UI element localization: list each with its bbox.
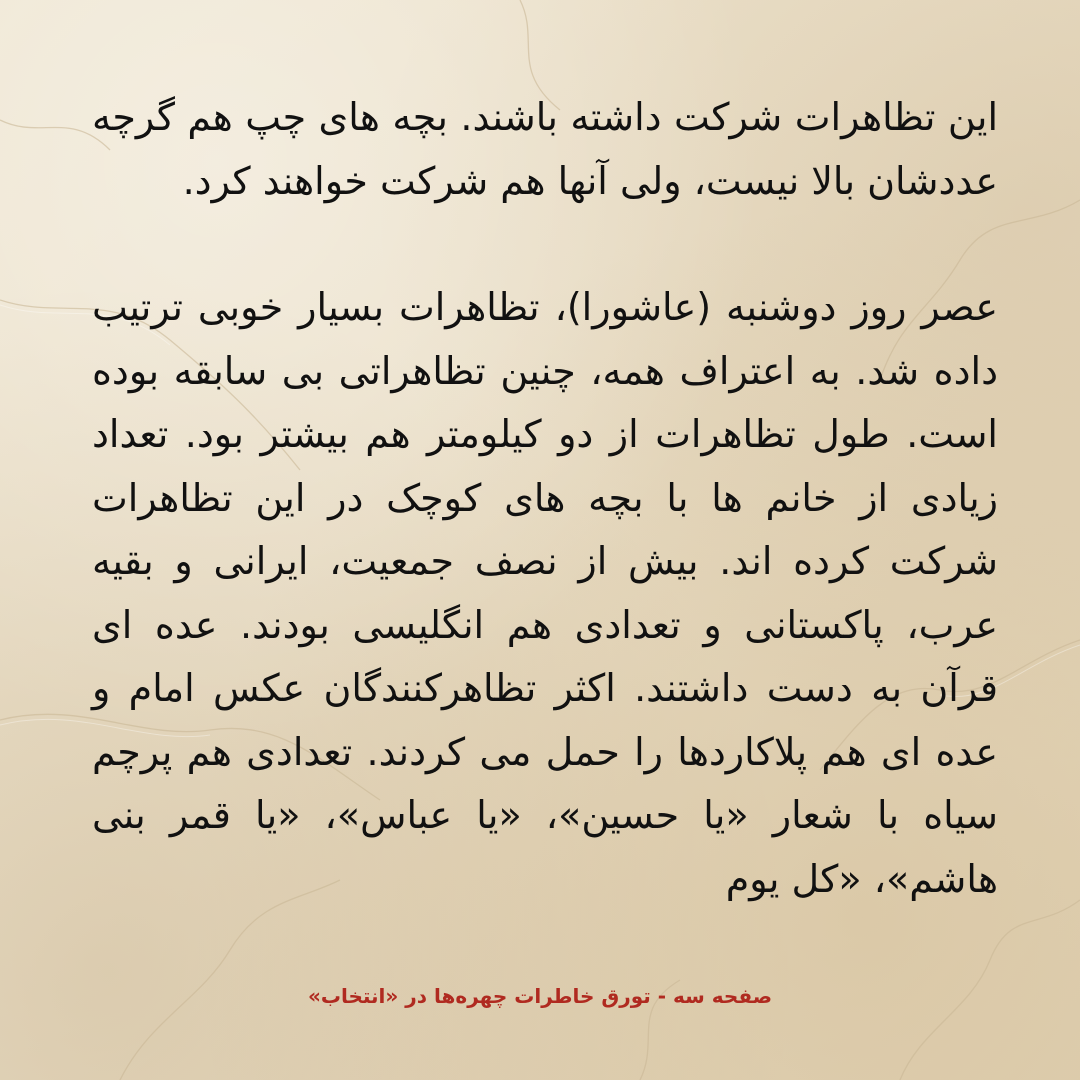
paragraph-spacer (92, 213, 998, 276)
source-caption: صفحه سه - تورق خاطرات چهره‌ها در «انتخاب» (307, 984, 773, 1008)
document-body (92, 86, 998, 911)
paragraph-1: این تظاهرات شرکت داشته باشند. بچه های چپ هم گرچه عددشان بالا نیست، ولی آنها هم شرکت خواهند کرد. (92, 95, 998, 203)
paragraph-2: عصر روز دوشنبه (عاشورا)، تظاهرات بسیار خوبی ترتیب داده شد. به اعتراف همه، چنین تظاهراتی بی سابقه بوده است. طول تظاهرات از دو کیلومتر هم بیشتر بود. تعداد زیادی از خانم ها با بچه های کوچک در این تظاهرات شرکت کرده اند. بیش از نصف جمعیت، ایرانی و بقیه عرب، پاکستانی و تعدادی هم انگلیسی بودند. عده ای قرآن به دست داشتند. اکثر تظاهرکنندگان عکس امام و عده ای هم پلاکاردها را حمل می کردند. تعدادی هم پرچم سیاه با شعار «یا حسین»، «یا عباس»، «یا قمر بنی هاشم»، «کل یوم (92, 285, 998, 901)
